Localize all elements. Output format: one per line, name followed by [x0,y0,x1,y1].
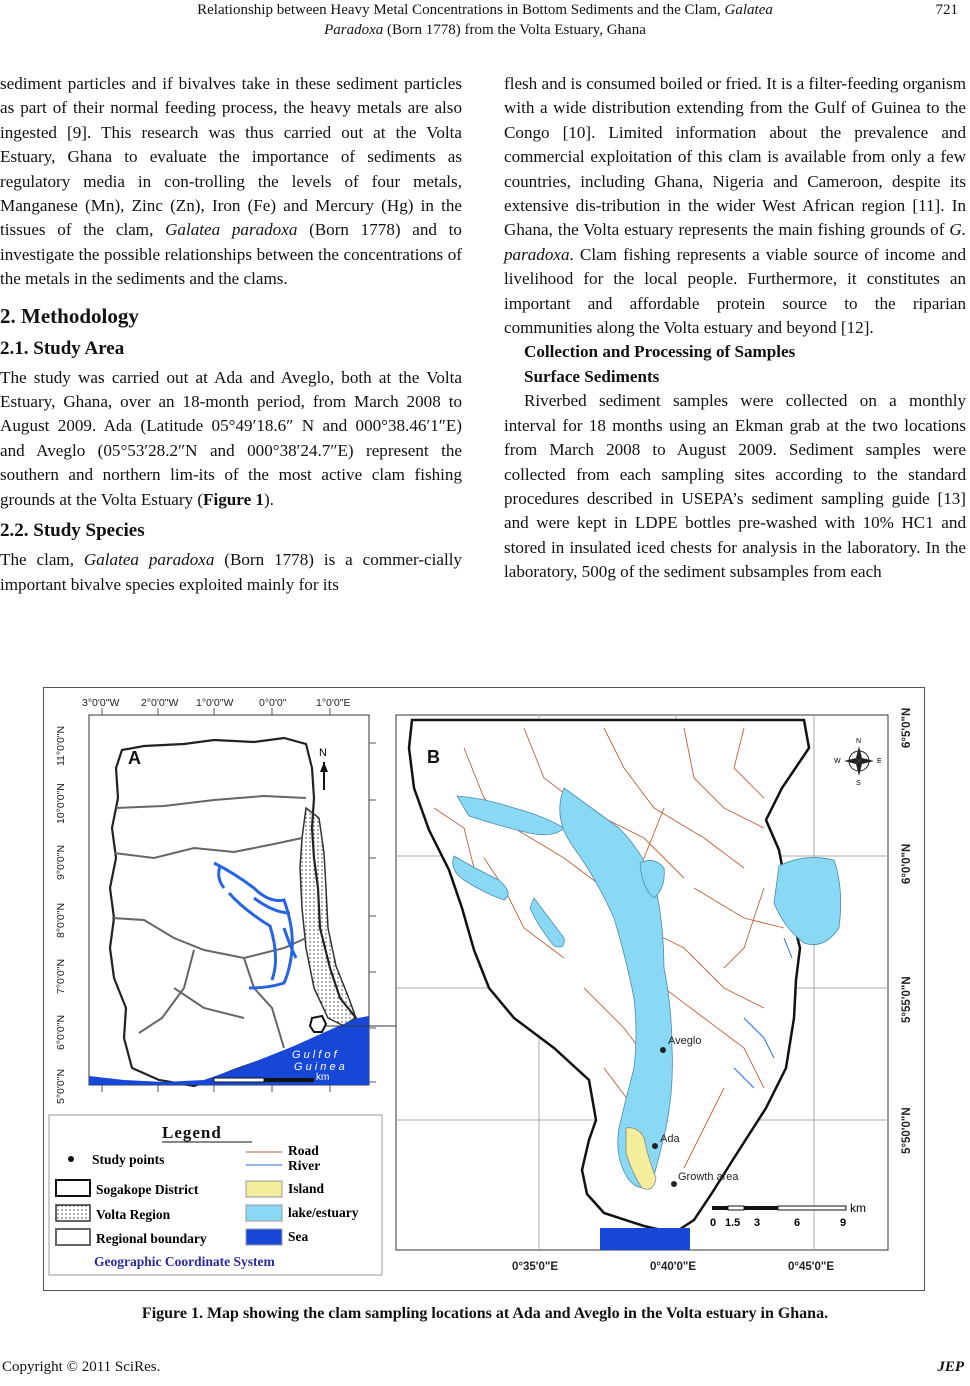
running-title-text-2: (Born 1778) from the Volta Estuary, Ghana [383,22,646,38]
legend-island: Island [288,1181,325,1196]
subsection-heading-study-species: 2.2. Study Species [0,520,145,542]
subsection-heading-study-area: 2.1. Study Area [0,337,125,359]
point-ada [652,1143,658,1149]
compass-n: N [856,738,862,745]
compass-e: E [877,758,882,765]
a-lon-label: 1°0'0"W [196,697,234,709]
compass-w: W [834,758,841,765]
a-lat-label: 8°0'0"N [55,902,67,938]
a-lat-label: 5°0'0"N [55,1068,67,1104]
right-column [504,72,966,585]
scale-tick: 3 [754,1217,761,1229]
a-lat-label: 11°0'0"N [55,725,67,766]
legend-study-points: Study points [92,1152,165,1167]
scale-tick: 0 [214,1084,220,1094]
b-lat-label: 5°50'0"N [901,1107,913,1154]
legend-lake: lake/estuary [288,1205,359,1220]
species-name: Galatea paradoxa [83,550,215,570]
legend-regional-boundary: Regional boundary [96,1231,207,1246]
running-title-line2 [0,20,970,40]
lake-symbol [246,1205,282,1221]
paragraph-surface-sediments: Riverbed sediment samples were collected on a monthly interval for 18 months using an Ekman grab at the two locations from March 2008 to August 2009. Sediment samples were collected from each sampling sites according to the standard procedures described in USEPA’s sediment sampling guide [13] and were kept in LDPE bottles pre-washed with 10% HC1 and stored in insulated iced chests for analysis in the laboratory. In the laboratory, 500g of the sediment subsamples from each [504,391,966,582]
text-run: The clam, [0,550,84,570]
scale-tick: 0 [710,1217,717,1229]
figure-map-svg [44,688,924,1290]
scale-tick: 9 [840,1217,847,1229]
sogakope-symbol [56,1180,90,1196]
b-lat-label: 6°0'0"N [901,843,913,884]
label-aveglo: Aveglo [668,1035,702,1047]
gulf-label-line1: G u l f o f [292,1049,337,1061]
heading-collection: Collection and Processing of Samples [524,342,796,362]
b-lat-label: 5°55'0"N [901,976,913,1023]
north-label: N [319,747,327,759]
a-lat-label: 7°0'0"N [55,958,67,994]
running-title-text: Relationship between Heavy Metal Concentrations in Bottom Sediments and the Clam, [197,2,725,18]
text-run: (Born 1778) and to investigate the possible relationships between the concentrations of the metals in the sediments and the clams. [0,220,462,289]
paragraph-intro-end [0,72,462,292]
b-lat-label: 6°5'0"N [901,707,913,748]
scale-tick: 90 [257,1084,268,1094]
b-lon-label: 0°35'0"E [512,1261,559,1273]
panel-b [396,708,913,1273]
journal-abbrev: JEP [937,1359,964,1375]
running-title-line1 [0,0,970,20]
section-heading-methodology: 2. Methodology [0,303,139,328]
figure-reference-link[interactable]: Figure 1 [203,489,264,509]
regional-boundary-symbol [56,1229,90,1245]
scale-tick: 45 [234,1084,245,1094]
point-aveglo [660,1047,666,1053]
text-run: sediment particles and if bivalves take in these sediment particles as part of their normal feeding process, the heavy metals are also ingested [9]. This research was thus carried out at the Volta Estuary, Ghana to evaluate the importance of sediments as regulatory media in con-trolling the levels of four metals, Manganese (Mn), Zinc (Zn), Iron (Fe) and Mercury (Hg) in the tissues of the clam, [0,74,462,240]
legend [49,1115,382,1275]
panel-a-left-labels [55,726,67,1104]
text-run: flesh and is consumed boiled or fried. It is a filter-feeding organism with a wide distribution extending from the Gulf of Guinea to the Congo [10]. Limited information about the prevalence and commercial exploitation of this clam is available from only a few countries, including Ghana, Nigeria and Cameroon, despite its extensive dis-tribution in the wider West African region [11]. In Ghana, the Volta estuary represents the main fishing grounds of [504,74,966,240]
legend-road: Road [288,1143,319,1158]
copyright: Copyright © 2011 SciRes. [2,1359,161,1375]
a-lat-label: 6°0'0"N [55,1014,67,1050]
a-lon-label: 1°0'0"E [316,697,351,709]
b-lon-label: 0°40'0"E [650,1261,697,1273]
panel-a [55,697,376,1104]
text-run: . Clam fishing represents a viable source of income and livelihood for the local people. Furthermore, it constitutes an important and affordable protein source to the riparian communities along the Volta estuary and beyond [12]. [504,244,966,338]
a-lon-label: 2°0'0"W [141,697,179,709]
label-growth-area: Growth area [678,1171,739,1183]
paragraph-species-cont [504,72,966,340]
scale-unit-b: km [850,1201,866,1215]
panel-b-label: B [427,747,440,767]
heading-surface-sediments: Surface Sediments [524,366,660,386]
figure-caption: Figure 1. Map showing the clam sampling locations at Ada and Aveglo in the Volta estuary in Ghana. [141,1305,829,1322]
text-run: ). [263,489,274,509]
scale-tick: 180 [302,1084,318,1094]
text-run: (Born 1778) is a commer-cially important bivalve species exploited mainly for its [0,550,462,594]
a-lat-label: 9°0'0"N [55,844,67,880]
study-point-symbol [68,1156,74,1162]
legend-sogakope: Sogakope District [96,1182,199,1197]
panel-b-bottom-labels [512,1261,834,1273]
legend-volta-region: Volta Region [96,1207,171,1222]
figure-1 [43,687,925,1291]
panel-a-top-labels [82,697,350,709]
compass-s: S [856,780,861,787]
legend-river: River [288,1158,321,1173]
legend-gcs: Geographic Coordinate System [94,1254,275,1269]
scale-unit-a: km [316,1072,330,1083]
sogakope-district-marker [310,1016,326,1032]
point-growth-area [671,1181,677,1187]
species-name: G. paradoxa [504,220,966,264]
sea-area-b [600,1228,690,1250]
left-column [0,72,462,597]
b-lon-label: 0°45'0"E [788,1261,835,1273]
a-lon-label: 0°0'0" [259,697,287,709]
page-number: 721 [935,2,958,18]
paragraph-study-area [0,366,462,512]
running-title-italic-2: Paradoxa [324,22,384,38]
sea-symbol [246,1229,282,1245]
text-run: The study was carried out at Ada and Aveglo, both at the Volta Estuary, Ghana, over an 18-month period, from March 2008 to August 2009. Ada (Latitude 05°49′18.6″ N and 000°38.46′1″E) and Aveglo (05°53′28.2″N and 000°38′24.7″E) represent the southern and northern lim-its of the most active clam fishing grounds at the Volta Estuary ( [0,367,462,509]
gulf-label-line2: G u i n e a [294,1061,345,1073]
label-ada: Ada [660,1133,680,1145]
scale-tick: 6 [794,1217,801,1229]
island-symbol [246,1181,282,1197]
volta-region-symbol [56,1205,90,1221]
paragraph-study-species [0,548,462,597]
scale-tick: 1.5 [725,1217,741,1229]
panel-a-label: A [128,748,141,768]
species-name: Galatea paradoxa [165,220,298,240]
legend-sea: Sea [288,1229,309,1244]
running-title-italic: Galatea [724,2,773,18]
a-lon-label: 3°0'0"W [82,697,120,709]
a-lat-label: 10°0'0"N [55,783,67,824]
legend-title: Legend [162,1123,222,1142]
panel-b-right-labels [901,708,913,1154]
